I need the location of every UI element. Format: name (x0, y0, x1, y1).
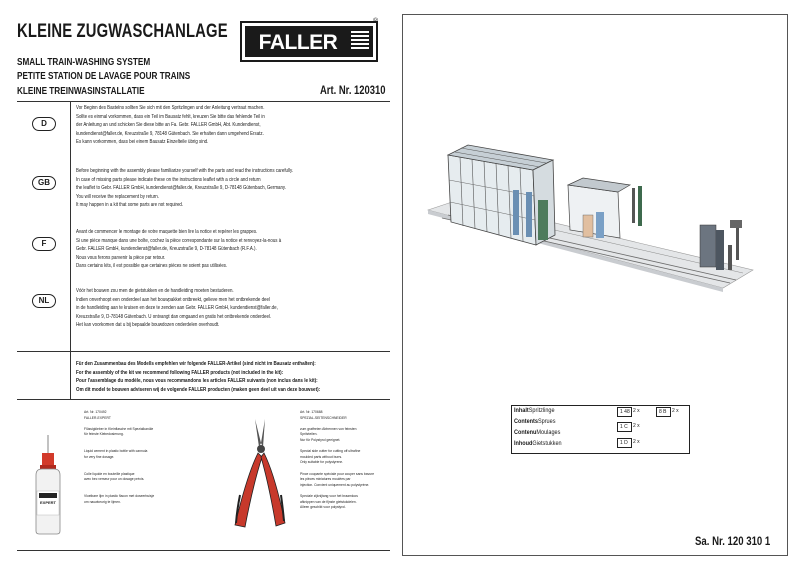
text-line: Special side cutter for cutting off ultrafine (300, 449, 361, 454)
lang-badge-d: D (32, 117, 56, 131)
text-line: Pince coupante spéciale pour couper sans bavure (300, 471, 375, 476)
article-number: Art. Nr. 120310 (320, 85, 386, 97)
side-cutter-icon (225, 415, 295, 530)
text-line: FALLER-EXPERT (84, 415, 111, 420)
text-line: kundendienst@faller.de, Kreuzstraße 9, 78148 Gütenbach. Sie erhalten dann umgehend Ersatz. (76, 130, 264, 137)
text-line: Dans certains kits, il est possible que certaines pièces ne soient pas utilisées. (76, 263, 228, 269)
text-line: Flüssigkleber in Kleinflasche mit Spezialkanüle (84, 426, 154, 431)
text-line: Indien onverhoopt een onderdeel aan het bouwpakket ontbreekt, gelieve men het ontbrekende deel (76, 296, 270, 303)
subtitle-en: SMALL TRAIN-WASHING SYSTEM (17, 56, 151, 68)
parts-row-inhalt: InhaltSpritzlinge (514, 407, 555, 414)
product-cutter-text (300, 410, 384, 511)
sprue-box: 1 48 (617, 407, 632, 417)
subtitle-fr: PETITE STATION DE LAVAGE POUR TRAINS (17, 70, 191, 82)
recommend-column-divider (70, 351, 71, 399)
text-line: Art. Nr. 170688 (300, 410, 323, 414)
language-column-divider (70, 101, 71, 351)
text-line: Only suitable for polystyrene. (300, 460, 344, 465)
subtitle-nl: KLEINE TREINWASINSTALLATIE (17, 85, 145, 97)
text-line: SPEZIAL-SEITENSCHNEIDER (300, 415, 347, 420)
parts-table (511, 405, 690, 454)
sprue-box: 8 B (656, 407, 671, 417)
parts-row-contents: ContentsSprues (514, 418, 556, 425)
sprue-multiplier: 2 x (633, 423, 640, 429)
instructions-en (76, 167, 391, 210)
text-line: om nauwkeurig te lijmen. (84, 499, 121, 504)
recommendation-text (76, 360, 391, 395)
instructions-nl (76, 287, 391, 330)
text-line: Pour l'assemblage du modèle, nous vous recommandons les articles FALLER suivants (non inclus dans le kit): (76, 378, 318, 385)
instructions-fr (76, 228, 391, 271)
text-line: Before beginning with the assembly please familiarize yourself with the parts and read the instructions carefully. (76, 168, 294, 174)
text-line: in de handleiding aan te kruisen en deze te zenden aan Gebr. FALLER GmbH, kundendienst@faller.de, (76, 305, 278, 311)
text-line: Vloeibare lijm in plastic flacon met doseerbuisje (84, 493, 155, 498)
text-line: Si une pièce manque dans une boîte, cochez la pièce correspondante sur la notice et renvoyez-la-nous à (76, 237, 282, 244)
text-line: Es kann vorkommen, dass bei einem Bausatz Einzelteile übrig sind. (76, 139, 209, 145)
section-divider (17, 351, 390, 352)
text-line: for very fine dosage. (84, 454, 115, 459)
text-line: Vor Beginn des Bastelns sollten Sie sich mit den Spritzlingen und der Anleitung vertraut machen. (76, 105, 265, 111)
text-line: les pièces miniatures moulées par (300, 477, 351, 482)
text-line: Vóór het bouwen zou men de gietstukken en de handleiding moeten bestuderen. (76, 288, 234, 294)
faller-logo (240, 21, 378, 62)
text-line: Art. Nr. 170492 (84, 410, 107, 414)
registered-mark: ® (373, 18, 379, 25)
text-line: zum gratfreien Abtrennen von feinsten (300, 426, 357, 431)
lang-badge-gb: GB (32, 176, 56, 190)
product-expert-text (84, 410, 164, 505)
text-line: avec bec verseur pour un dosage précis. (84, 477, 145, 482)
text-line: Avant de commencer le montage de votre maquette bien lire la notice et repérer les grappes. (76, 229, 258, 235)
text-line: Für den Zusammenbau des Modells empfehlen wir folgende FALLER-Artikel (sind nicht im Bausatz enthalten): (76, 361, 316, 367)
bottom-divider (17, 550, 390, 551)
logo-text: FALLER (258, 31, 338, 54)
text-line: Het kan voorkomen dat u bij bepaalde bouwdozen onderdelen overhoudt. (76, 322, 220, 328)
text-line: Alleen geschikt voor polystyrol. (300, 505, 346, 510)
text-line: der Anleitung an und schicken Sie diese bitte an Fa. Gebr. FALLER GmbH, Abt. Kundendienst, (76, 122, 261, 128)
text-line: injection. Convient uniquement au polystyrène. (300, 482, 370, 487)
instructions-de (76, 104, 391, 147)
text-line: It may happen in a kit that some parts are not required. (76, 202, 184, 208)
sprue-box: 1 C (617, 422, 632, 432)
lang-badge-f: F (32, 237, 56, 251)
text-line: You will receive the replacement by return. (76, 193, 159, 200)
train-wash-model-image (418, 130, 758, 310)
sprue-multiplier: 2 x (633, 439, 640, 445)
text-line: Nous vous ferons parvenir la pièce par retour. (76, 254, 166, 261)
sprue-multiplier: 2 x (672, 408, 679, 414)
text-line: für feinste Klebedosierung. (84, 432, 124, 437)
text-line: Sollte es einmal vorkommen, dass ein Teil im Bausatz fehlt, kreuzen Sie bitte das fehlende Teil in (76, 113, 265, 120)
text-line: afknippen van de fijnste gietstukdelen. (300, 499, 357, 504)
text-line: For the assembly of the kit we recommend following FALLER products (not included in the kit): (76, 369, 284, 376)
text-line: Spritzteilen. (300, 432, 318, 437)
lang-badge-nl: NL (32, 294, 56, 308)
bottle-label: EXPERT (39, 500, 57, 505)
text-line: moulded parts without burrs. (300, 454, 343, 459)
text-line: Kreuzstraße 9, D-78148 Gütenbach. U ontvangt dan omgaand en gratis het ontbrekende onderdeel. (76, 313, 272, 320)
parts-row-inhoud: InhoudGietstukken (514, 440, 562, 447)
text-line: Colle liquide en bouteille plastique (84, 471, 135, 476)
text-line: Om dit model te bouwen adviseren wij de volgende FALLER producten (maken geen deel uit van deze bouwset): (76, 387, 321, 394)
page-title: KLEINE ZUGWASCHANLAGE (17, 21, 228, 42)
text-line: Liquid cement in plastic bottle with cannula (84, 449, 148, 454)
text-line: Speciale zijknijtang voor het braamloos (300, 493, 358, 498)
text-line: In case of missing parts please indicate these on the instructions leaflet with a circle and return (76, 176, 261, 183)
parts-row-contenu: ContenuMoulages (514, 429, 561, 436)
text-line: Nur für Polystyrol geeignet. (300, 437, 341, 442)
sprue-box: 1 D (617, 438, 632, 448)
text-line: Gebr. FALLER GmbH, kundendienst@faller.de, Kreuzstraße 9, D-78148 Gütenbach (R.F.A.). (76, 246, 257, 252)
sprue-multiplier: 2 x (633, 408, 640, 414)
logo-stripes-icon (351, 31, 369, 52)
glue-bottle-icon (28, 435, 68, 535)
header-divider (17, 101, 390, 102)
text-line: the leaflet to Gebr. FALLER GmbH, kundendienst@faller.de, Kreuzstraße 9, D-78148 Gütenbach, Germany. (76, 185, 287, 191)
recommend-divider (17, 399, 390, 400)
sa-number: Sa. Nr. 120 310 1 (695, 534, 771, 548)
